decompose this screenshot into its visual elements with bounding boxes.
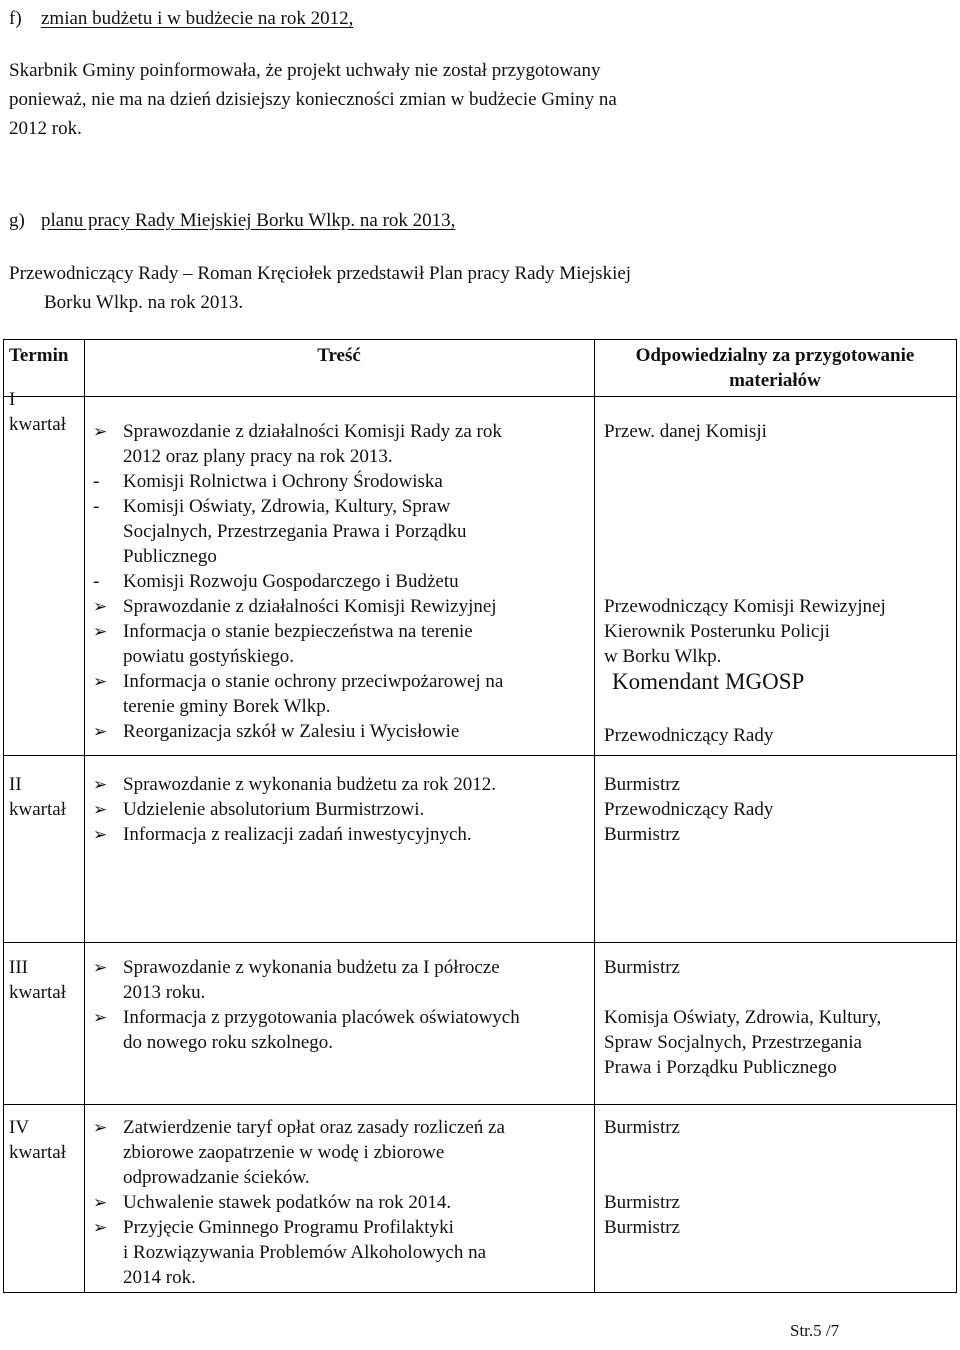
termin-cell: kwartał <box>9 799 66 820</box>
responsible-line: Prawa i Porządku Publicznego <box>604 1057 837 1078</box>
arrow-bullet-icon: ➢ <box>93 672 108 692</box>
content-line: Informacja z przygotowania placówek oświatowych <box>123 1007 520 1028</box>
responsible-line: Komendant MGOSP <box>612 669 805 694</box>
arrow-bullet-icon: ➢ <box>93 722 108 742</box>
page-number: Str.5 /7 <box>790 1321 840 1340</box>
arrow-bullet-icon: ➢ <box>93 800 108 820</box>
content-line: odprowadzanie ścieków. <box>123 1167 310 1188</box>
content-line: Komisji Oświaty, Zdrowia, Kultury, Spraw <box>123 496 451 517</box>
section-f-line-3: 2012 rok. <box>9 118 82 139</box>
section-g-line-2: Borku Wlkp. na rok 2013. <box>44 292 244 313</box>
content-line: zbiorowe zaopatrzenie w wodę i zbiorowe <box>123 1142 445 1163</box>
responsible-line: Komisja Oświaty, Zdrowia, Kultury, <box>604 1007 882 1028</box>
content-line: Informacja z realizacji zadań inwestycyjnych. <box>123 824 472 845</box>
content-line: Sprawozdanie z działalności Komisji Rewizyjnej <box>123 596 497 617</box>
content-line: 2013 roku. <box>123 982 206 1003</box>
content-line: 2012 oraz plany pracy na rok 2013. <box>123 446 393 467</box>
responsible-line: Przewodniczący Rady <box>604 799 774 820</box>
termin-cell: kwartał <box>9 982 66 1003</box>
arrow-bullet-icon: ➢ <box>93 597 108 617</box>
content-line: Informacja o stanie ochrony przeciwpożarowej na <box>123 671 504 692</box>
content-line: Zatwierdzenie taryf opłat oraz zasady rozliczeń za <box>123 1117 505 1138</box>
arrow-bullet-icon: ➢ <box>93 1008 108 1028</box>
dash-bullet: - <box>93 571 100 592</box>
section-g-letter: g) <box>9 210 25 231</box>
responsible-line: Burmistrz <box>604 957 680 978</box>
responsible-line: Burmistrz <box>604 774 680 795</box>
responsible-line: Burmistrz <box>604 1117 680 1138</box>
dash-bullet: - <box>93 471 100 492</box>
responsible-line: Przewodniczący Komisji Rewizyjnej <box>604 596 886 617</box>
content-line: Uchwalenie stawek podatków na rok 2014. <box>123 1192 452 1213</box>
content-line: i Rozwiązywania Problemów Alkoholowych na <box>123 1242 487 1263</box>
termin-cell: I <box>9 389 16 410</box>
content-line: Sprawozdanie z wykonania budżetu za I półrocze <box>123 957 500 978</box>
content-line: Przyjęcie Gminnego Programu Profilaktyki <box>123 1217 454 1238</box>
termin-cell: IV <box>9 1117 30 1138</box>
section-f-letter: f) <box>9 8 22 29</box>
content-line: Udzielenie absolutorium Burmistrzowi. <box>123 799 425 820</box>
content-line: Socjalnych, Przestrzegania Prawa i Porządku <box>123 521 467 542</box>
content-line: Sprawozdanie z działalności Komisji Rady za rok <box>123 421 502 442</box>
responsible-line: w Borku Wlkp. <box>604 646 722 667</box>
header-tresc: Treść <box>317 345 361 366</box>
arrow-bullet-icon: ➢ <box>93 622 108 642</box>
content-line: do nowego roku szkolnego. <box>123 1032 334 1053</box>
content-line: Sprawozdanie z wykonania budżetu za rok 2012. <box>123 774 497 795</box>
dash-bullet: - <box>93 496 100 517</box>
responsible-line: Przewodniczący Rady <box>604 725 774 746</box>
responsible-line: Kierownik Posterunku Policji <box>604 621 830 642</box>
responsible-line: Burmistrz <box>604 1217 680 1238</box>
responsible-line: Burmistrz <box>604 1192 680 1213</box>
content-line: terenie gminy Borek Wlkp. <box>123 696 331 717</box>
header-termin: Termin <box>9 345 69 366</box>
content-line: Informacja o stanie bezpieczeństwa na terenie <box>123 621 473 642</box>
arrow-bullet-icon: ➢ <box>93 422 108 442</box>
arrow-bullet-icon: ➢ <box>93 1193 108 1213</box>
section-f-line-2: ponieważ, nie ma na dzień dzisiejszy konieczności zmian w budżecie Gminy na <box>9 89 617 110</box>
section-f-line-1: Skarbnik Gminy poinformowała, że projekt uchwały nie został przygotowany <box>9 60 601 81</box>
content-line: Komisji Rozwoju Gospodarczego i Budżetu <box>123 571 459 592</box>
content-line: 2014 rok. <box>123 1267 196 1288</box>
responsible-line: Burmistrz <box>604 824 680 845</box>
arrow-bullet-icon: ➢ <box>93 958 108 978</box>
termin-cell: III <box>9 957 28 978</box>
responsible-line: Przew. danej Komisji <box>604 421 767 442</box>
termin-cell: kwartał <box>9 414 66 435</box>
header-responsible-1: Odpowiedzialny za przygotowanie <box>635 345 915 366</box>
header-responsible-2: materiałów <box>729 370 821 391</box>
section-g-line-1: Przewodniczący Rady – Roman Kręciołek przedstawił Plan pracy Rady Miejskiej <box>9 263 632 284</box>
arrow-bullet-icon: ➢ <box>93 775 108 795</box>
content-line: Reorganizacja szkół w Zalesiu i Wycisłowie <box>123 721 460 742</box>
arrow-bullet-icon: ➢ <box>93 825 108 845</box>
section-g-title: planu pracy Rady Miejskiej Borku Wlkp. na rok 2013, <box>41 210 456 231</box>
content-line: powiatu gostyńskiego. <box>123 646 294 667</box>
arrow-bullet-icon: ➢ <box>93 1218 108 1238</box>
content-line: Komisji Rolnictwa i Ochrony Środowiska <box>123 471 443 492</box>
arrow-bullet-icon: ➢ <box>93 1118 108 1138</box>
section-f-title: zmian budżetu i w budżecie na rok 2012, <box>41 8 354 29</box>
termin-cell: kwartał <box>9 1142 66 1163</box>
termin-cell: II <box>9 774 22 795</box>
content-line: Publicznego <box>123 546 217 567</box>
responsible-line: Spraw Socjalnych, Przestrzegania <box>604 1032 862 1053</box>
